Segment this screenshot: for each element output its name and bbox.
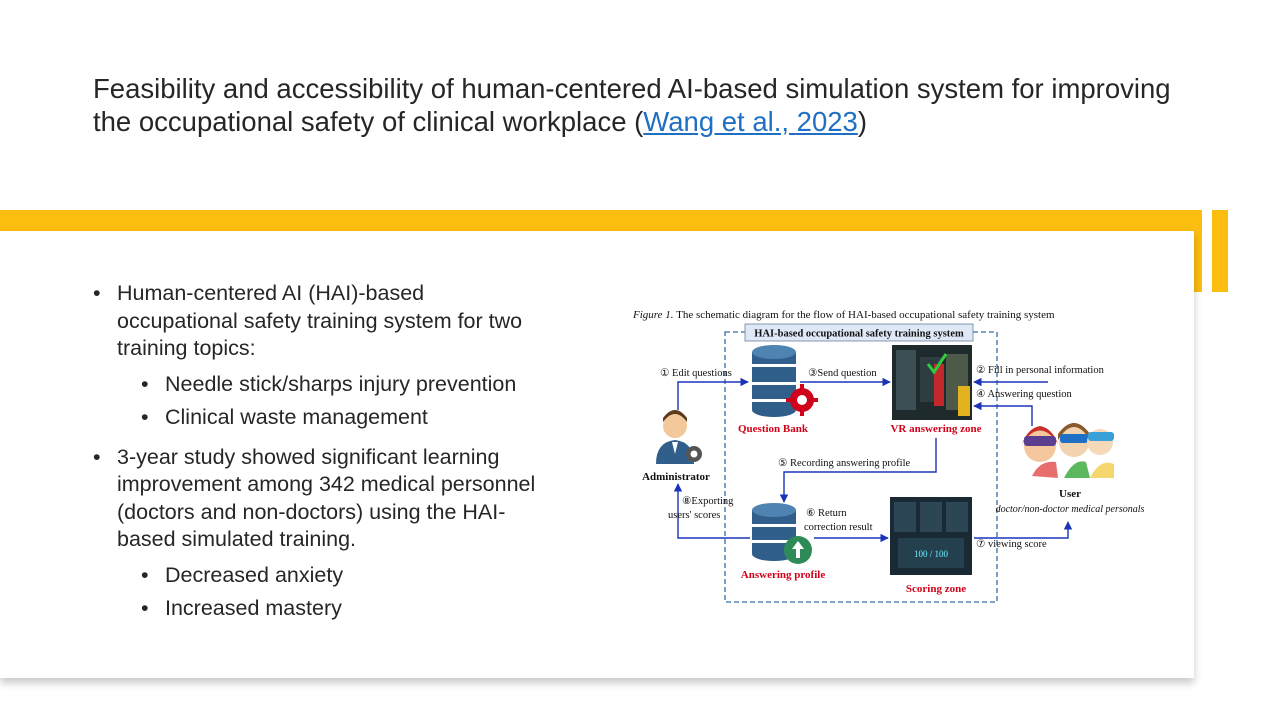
bullet-item: • 3-year study showed significant learning improvement among 342 medical personnel (doctors and non-doctors) using the HAI-based simulated training. bbox=[93, 444, 543, 554]
step7-label: ⑦ viewing score bbox=[976, 539, 1047, 550]
arrow-viewing bbox=[974, 522, 1068, 538]
answering-profile-label: Answering profile bbox=[740, 569, 826, 581]
title-text: Feasibility and accessibility of human-centered AI-based simulation system for improving the occupational safety of clinical workplace ( bbox=[93, 73, 1171, 137]
accent-side-bar bbox=[1194, 210, 1202, 292]
vr-screenshot bbox=[892, 345, 972, 420]
vr-zone-label: VR answering zone bbox=[890, 423, 982, 435]
user-label: User bbox=[1059, 488, 1081, 500]
step5-label: ⑤ Recording answering profile bbox=[778, 458, 911, 469]
database-icon bbox=[752, 345, 796, 417]
sub-bullet-item: • Decreased anxiety bbox=[93, 562, 543, 590]
arrow-edit bbox=[678, 382, 748, 410]
figure-caption: Figure 1. The schematic diagram for the flow of HAI-based occupational safety training system bbox=[633, 309, 1055, 321]
system-label: HAI-based occupational safety training system bbox=[754, 328, 964, 340]
step4-label: ④ Answering question bbox=[976, 389, 1072, 400]
diagram-svg bbox=[628, 302, 1160, 606]
step1-label: ① Edit questions bbox=[660, 368, 732, 379]
citation-link[interactable]: Wang et al., 2023 bbox=[643, 106, 858, 137]
accent-side-bar-outer bbox=[1212, 210, 1228, 292]
arrow-answering bbox=[974, 406, 1032, 426]
sub-bullet-item: • Needle stick/sharps injury prevention bbox=[93, 371, 543, 399]
step6-label-cont: correction result bbox=[804, 522, 873, 533]
sub-bullet-item: • Clinical waste management bbox=[93, 404, 543, 432]
user-icon bbox=[1022, 423, 1114, 478]
step3-label: ③Send question bbox=[808, 368, 877, 379]
sub-bullet-item: • Increased mastery bbox=[93, 595, 543, 623]
step6-label: ⑥ Return bbox=[806, 508, 847, 519]
question-bank-label: Question Bank bbox=[738, 423, 808, 435]
flow-diagram bbox=[628, 302, 1160, 606]
bullet-item: • Human-centered AI (HAI)-based occupational safety training system for two training topics: bbox=[93, 280, 543, 363]
accent-bar bbox=[0, 210, 1202, 231]
administrator-icon bbox=[656, 410, 702, 464]
administrator-label: Administrator bbox=[642, 471, 710, 483]
scoring-zone-label: Scoring zone bbox=[905, 583, 967, 595]
upload-arrow-icon bbox=[784, 536, 812, 564]
bullet-list bbox=[93, 280, 543, 629]
arrow-recording bbox=[784, 438, 936, 502]
step8-label-cont: users' scores bbox=[668, 510, 721, 521]
title-suffix: ) bbox=[857, 106, 868, 137]
step2-label: ② Fill in personal information bbox=[976, 365, 1104, 376]
scoring-screenshot bbox=[890, 497, 972, 575]
user-sublabel: doctor/non-doctor medical personals bbox=[995, 504, 1145, 515]
step8-label: ⑧Exporting bbox=[682, 496, 734, 507]
slide-title bbox=[93, 72, 1193, 138]
score-readout: 100 / 100 bbox=[913, 549, 949, 559]
